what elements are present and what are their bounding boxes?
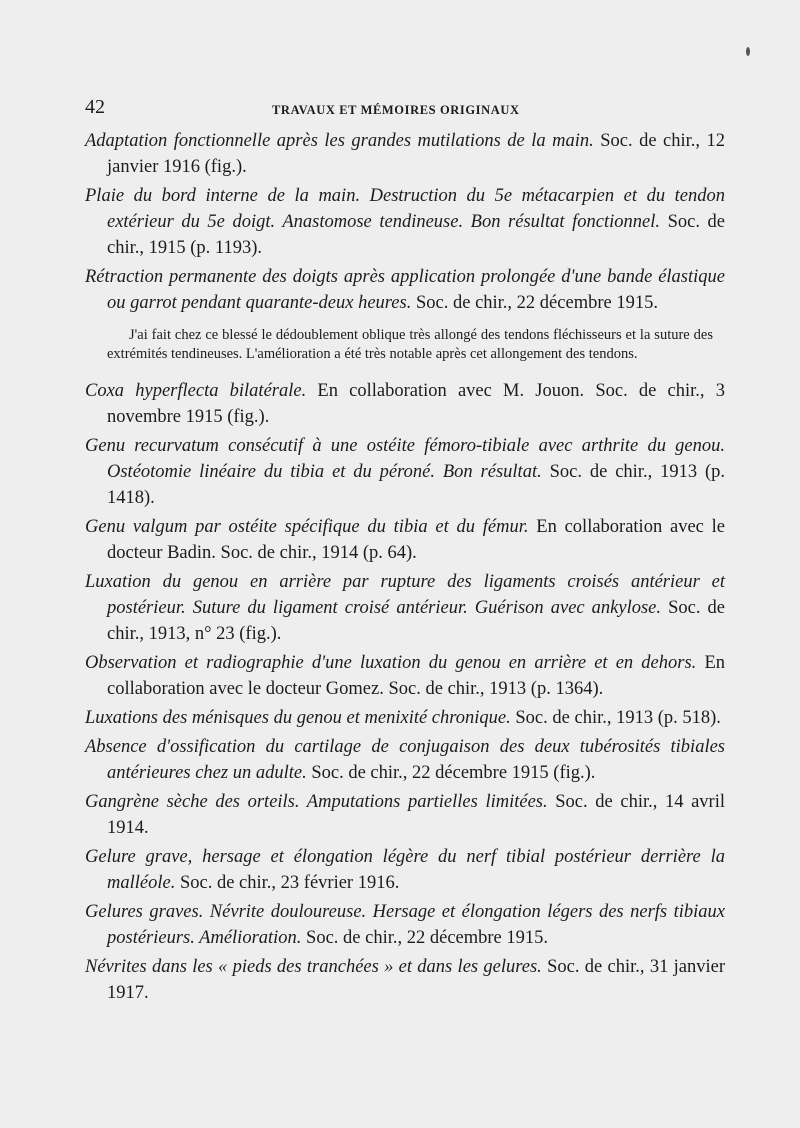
entry-title: Luxation du genou en arrière par rupture des ligaments croisés antérieur et postérieur. Suture du ligament croisé antérieur. Guérison avec ankylose. [85, 572, 725, 618]
entry-reference: Soc. de chir., 14 avril 1914. [107, 792, 726, 838]
entry-reference: Soc. de chir., 22 décembre 1915. [301, 928, 549, 948]
entry-title: Genu valgum par ostéite spécifique du tibia et du fémur. [85, 517, 529, 537]
entry-title: Névrites dans les « pieds des tranchées » et dans les gelures. [85, 957, 542, 977]
entry-title: Gelures graves. Névrite douloureuse. Hersage et élongation légers des nerfs tibiaux postérieurs. Amélioration. [85, 902, 725, 948]
entry-title: Plaie du bord interne de la main. Destruction du 5e métacarpien et du tendon extérieur du 5e doigt. Anastomose tendineuse. Bon résultat fonctionnel. [85, 186, 725, 232]
entry-title: Absence d'ossification du cartilage de conjugaison des deux tubérosités tibiales antérieures chez un adulte. [85, 737, 725, 783]
entry-reference: Soc. de chir., 12 janvier 1916 (fig.). [107, 131, 725, 177]
print-speck [746, 47, 750, 56]
entry-title: Gangrène sèche des orteils. Amputations partielles limitées. [85, 792, 548, 812]
list-item [85, 433, 725, 511]
list-item [85, 569, 725, 647]
entry-reference: En collaboration avec M. Jouon. Soc. de chir., 3 novembre 1915 (fig.). [107, 381, 725, 427]
entry-title: Gelure grave, hersage et élongation légère du nerf tibial postérieur derrière la malléole. [85, 847, 725, 893]
list-item [85, 789, 725, 841]
list-item [85, 705, 725, 731]
entry-reference: Soc. de chir., 1913, n° 23 (fig.). [107, 598, 725, 644]
entry-title: Observation et radiographie d'une luxation du genou en arrière et en dehors. [85, 653, 697, 673]
list-item [85, 954, 725, 1006]
list-item [85, 183, 725, 261]
entry-reference: Soc. de chir., 23 février 1916. [175, 873, 400, 893]
entry-title: Luxations des ménisques du genou et menixité chronique. [85, 708, 511, 728]
list-item [85, 899, 725, 951]
entry-title: Coxa hyperflecta bilatérale. [85, 381, 307, 401]
entry-title: Genu recurvatum consécutif à une ostéite fémoro-tibiale avec arthrite du genou. Ostéotomie linéaire du tibia et du péroné. Bon résultat. [85, 436, 725, 482]
list-item [85, 514, 725, 566]
entry-reference: En collaboration avec le docteur Gomez. Soc. de chir., 1913 (p. 1364). [107, 653, 725, 699]
list-item [85, 734, 725, 786]
entry-reference: Soc. de chir., 22 décembre 1915. [411, 293, 658, 313]
page-number: 42 [85, 96, 105, 118]
bibliography-list [85, 128, 725, 1009]
list-item [85, 844, 725, 896]
entry-title: Rétraction permanente des doigts après application prolongée d'une bande élastique ou garrot pendant quarante-deux heures. [85, 267, 725, 313]
list-item [85, 264, 725, 316]
entry-title: Adaptation fonctionnelle après les grandes mutilations de la main. [85, 131, 594, 151]
running-title: TRAVAUX ET MÉMOIRES ORIGINAUX [272, 103, 520, 117]
list-item [85, 650, 725, 702]
entry-reference: Soc. de chir., 1913 (p. 518). [510, 708, 721, 728]
author-note: J'ai fait chez ce blessé le dédoublement oblique très allongé des tendons fléchisseurs et la suture des extrémités tendineuses. L'amélioration a été très notable après cet allongement des tendons. [107, 327, 713, 362]
entry-reference: Soc. de chir., 31 janvier 1917. [107, 957, 725, 1003]
entry-reference: En collaboration avec le docteur Badin. Soc. de chir., 1914 (p. 64). [107, 517, 725, 563]
entry-reference: Soc. de chir., 22 décembre 1915 (fig.). [306, 763, 596, 783]
entry-reference: Soc. de chir., 1915 (p. 1193). [107, 212, 725, 258]
list-item [85, 378, 725, 430]
list-item [85, 128, 725, 180]
entry-reference: Soc. de chir., 1913 (p. 1418). [107, 462, 725, 508]
